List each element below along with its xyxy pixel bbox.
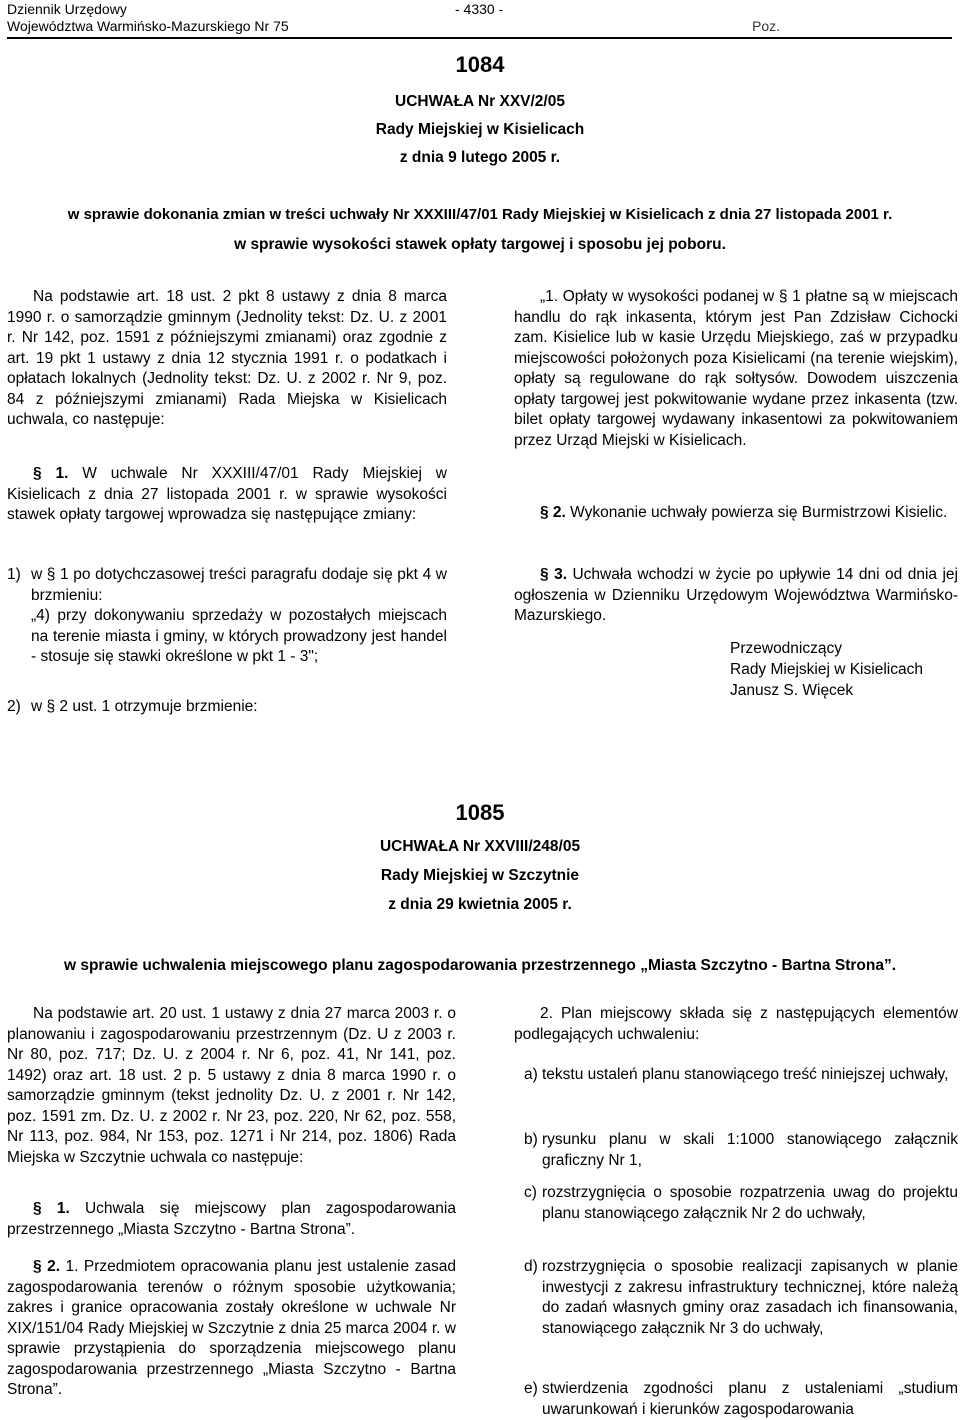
item-1-quote: „4) przy dokonywaniu sprzedaży w pozostałych miejscach na terenie miasta i gminy, w których prowadzony jest handel - stosuje się stawki określone w pkt 1 - 3";: [31, 607, 447, 665]
paragraph-3-body: Uchwała wchodzi w życie po upływie 14 dni od dnia jej ogłoszenia w Dzienniku Urzędowym Województwa Warmińsko-Mazurskiego.: [514, 566, 958, 624]
paragraph-1085-2-text: [7, 1257, 456, 1401]
paragraph-2-text: [514, 503, 958, 524]
item-b-marker: b): [524, 1131, 538, 1148]
right-quote-text: „1. Opłaty w wysokości podanej w § 1 płatne są w miejscach handlu do rąk inkasenta, którym jest Pan Zdzisław Cichocki zam. Kisielice lub w kasie Urzędu Miejskiego, zaś w przypadku miejscowości położonych poza Kisielicami (na terenie wiejskim), opłaty są regulowane do rąk sołtysów. Dowodem uiszczenia opłaty targowej jest pokwitowanie wydane przez inkasenta (tzw. bilet opłaty targowej wydawany inkasentowi za pokwitowaniem przez Urząd Miejski w Kisielicach.: [514, 288, 958, 449]
item-a-marker: a): [524, 1066, 538, 1083]
doc-1085-issuer: Rady Miejskiej w Szczytnie: [380, 867, 580, 884]
doc-1085-paragraph-1: [7, 1199, 456, 1240]
item-c-text: rozstrzygnięcia o sposobie rozpatrzenia uwag do projektu planu stanowiącego załącznik Nr 2 do uchwały,: [542, 1184, 958, 1222]
paragraph-1085-2-label: § 2.: [33, 1258, 61, 1275]
item-d-text: rozstrzygnięcia o sposobie realizacji zapisanych w planie inwestycji z zakresu infrastruktury technicznej, które należą do zadań własnych gminy oraz zasadach ich finansowania, stanowiącego załącznik Nr 3 do uchwały,: [542, 1258, 958, 1337]
doc-1084-date: z dnia 9 lutego 2005 r.: [399, 149, 561, 166]
doc-1085-number: 1085: [455, 800, 505, 825]
doc-1084-preamble: [7, 287, 447, 431]
paragraph-2-body: Wykonanie uchwały powierza się Burmistrzowi Kisielic.: [570, 504, 948, 521]
doc-1084-subject2: w sprawie wysokości stawek opłaty targowej i sposobu jej poboru.: [234, 236, 726, 253]
item-b-text: rysunku planu w skali 1:1000 stanowiącego załącznik graficzny Nr 1,: [542, 1131, 958, 1169]
paragraph-1-text: [7, 464, 447, 526]
paragraph-3-text: [514, 565, 958, 627]
header-rule: [7, 37, 952, 39]
paragraph-1-body: W uchwale Nr XXXIII/47/01 Rady Miejskiej w Kisielicach z dnia 27 listopada 2001 r. w sprawie wysokości stawek opłaty targowej wprowadza się następujące zmiany:: [7, 465, 447, 523]
item-a-text: tekstu ustaleń planu stanowiącego treść niniejszej uchwały,: [542, 1066, 949, 1083]
doc-1084-title: UCHWAŁA Nr XXV/2/05: [395, 93, 565, 110]
item-1-text: w § 1 po dotychczasowej treści paragrafu dodaje się pkt 4 w brzmieniu:: [31, 566, 447, 604]
page-number: - 4330 -: [455, 1, 504, 17]
item-e-text: stwierdzenia zgodności planu z ustaleniami „studium uwarunkowań i kierunków zagospodarowania: [542, 1380, 958, 1418]
signature-name: Janusz S. Więcek: [730, 682, 854, 699]
item-d-marker: d): [524, 1258, 538, 1275]
paragraph-1085-1-body: Uchwala się miejscowy plan zagospodarowania przestrzennego „Miasta Szczytno - Bartna Strona”.: [7, 1200, 456, 1238]
doc-1084-number: 1084: [455, 52, 505, 77]
preamble-1085-text: Na podstawie art. 20 ust. 1 ustawy z dnia 27 marca 2003 r. o planowaniu i zagospodarowaniu przestrzennym (Dz. U z 2003 r. Nr 80, poz. 717; Dz. U. z 2004 r. Nr 6, poz. 41, Nr 141, poz. 1492) oraz art. 18 ust. 2 p. 5 ustawy z dnia 8 marca 1990 r. o samorządzie gminnym (tekst jednolity Dz. U. z 2001 r. Nr 142, poz. 1591 zm. Dz. U. z 2002 r. Nr 23, poz. 220, Nr 62, poz. 558, Nr 113, poz. 984, Nr 153, poz. 1271 i Nr 214, poz. 1806) Rada Miejska w Szczytnie uchwala co następuje:: [7, 1005, 456, 1166]
paragraph-2-label: § 2.: [540, 504, 566, 521]
doc-1084-right-quote: [514, 287, 958, 451]
journal-title-line1: Dziennik Urzędowy: [7, 1, 127, 17]
doc-1084-paragraph-1: [7, 464, 447, 526]
paragraph-1-label: § 1.: [33, 465, 69, 482]
paragraph-1085-2-body: 1. Przedmiotem opracowania planu jest ustalenie zasad zagospodarowania terenów o różnym sposobie użytkowania; zakres i granice opracowania zostały określone w uchwale Nr XIX/151/04 Rady Miejskiej w Szczytnie z dnia 25 marca 2004 r. w sprawie przystąpienia do sporządzenia miejscowego planu zagospodarowania przestrzennego „Miasta Szczytno - Bartna Strona”.: [7, 1258, 456, 1398]
doc-1085-title: UCHWAŁA Nr XXVIII/248/05: [379, 838, 581, 855]
doc-1085-subject: w sprawie uchwalenia miejscowego planu zagospodarowania przestrzennego „Miasta Szczytno - Bartna Strona”.: [63, 957, 896, 974]
doc-1084-paragraph-3: [514, 565, 958, 627]
item-e-marker: e): [524, 1380, 538, 1397]
signature-role: Przewodniczący: [730, 640, 842, 657]
paragraph-3-label: § 3.: [540, 566, 568, 583]
doc-1084-paragraph-2: [514, 503, 958, 524]
doc-1085-right-intro: [514, 1004, 958, 1045]
doc-1085-preamble: [7, 1004, 456, 1168]
item-2-text: w § 2 ust. 1 otrzymuje brzmienie:: [31, 698, 258, 715]
paragraph-1085-1-text: [7, 1199, 456, 1240]
doc-1084-subject1: w sprawie dokonania zmian w treści uchwały Nr XXXIII/47/01 Rady Miejskiej w Kisielicach z dnia 27 listopada 2001 r.: [67, 206, 893, 223]
item-c-marker: c): [524, 1184, 537, 1201]
doc-1085-paragraph-2: [7, 1257, 456, 1401]
preamble-text: Na podstawie art. 18 ust. 2 pkt 8 ustawy z dnia 8 marca 1990 r. o samorządzie gminnym (Jednolity tekst: Dz. U. z 2001 r. Nr 142, poz. 1591 z późniejszymi zmianami) oraz zgodnie z art. 19 pkt 1 ustawy z dnia 12 stycznia 1991 r. o podatkach i opłatach lokalnych (Jednolity tekst: Dz. U. z 2002 r. Nr 9, poz. 84 z późniejszymi zmianami) Rada Miejska w Kisielicach uchwala, co następuje:: [7, 288, 447, 428]
doc-1085-date: z dnia 29 kwietnia 2005 r.: [388, 896, 572, 913]
signature-body: Rady Miejskiej w Kisielicach: [730, 661, 923, 678]
right-intro-text: 2. Plan miejscowy składa się z następujących elementów podlegających uchwaleniu:: [514, 1005, 958, 1043]
journal-title-line2: Województwa Warmińsko-Mazurskiego Nr 75: [7, 18, 289, 34]
item-2-marker: 2): [7, 698, 21, 715]
item-1-marker: 1): [7, 566, 21, 583]
paragraph-1085-1-label: § 1.: [33, 1200, 70, 1217]
position-label: Poz.: [752, 18, 781, 34]
doc-1084-issuer: Rady Miejskiej w Kisielicach: [375, 121, 585, 138]
